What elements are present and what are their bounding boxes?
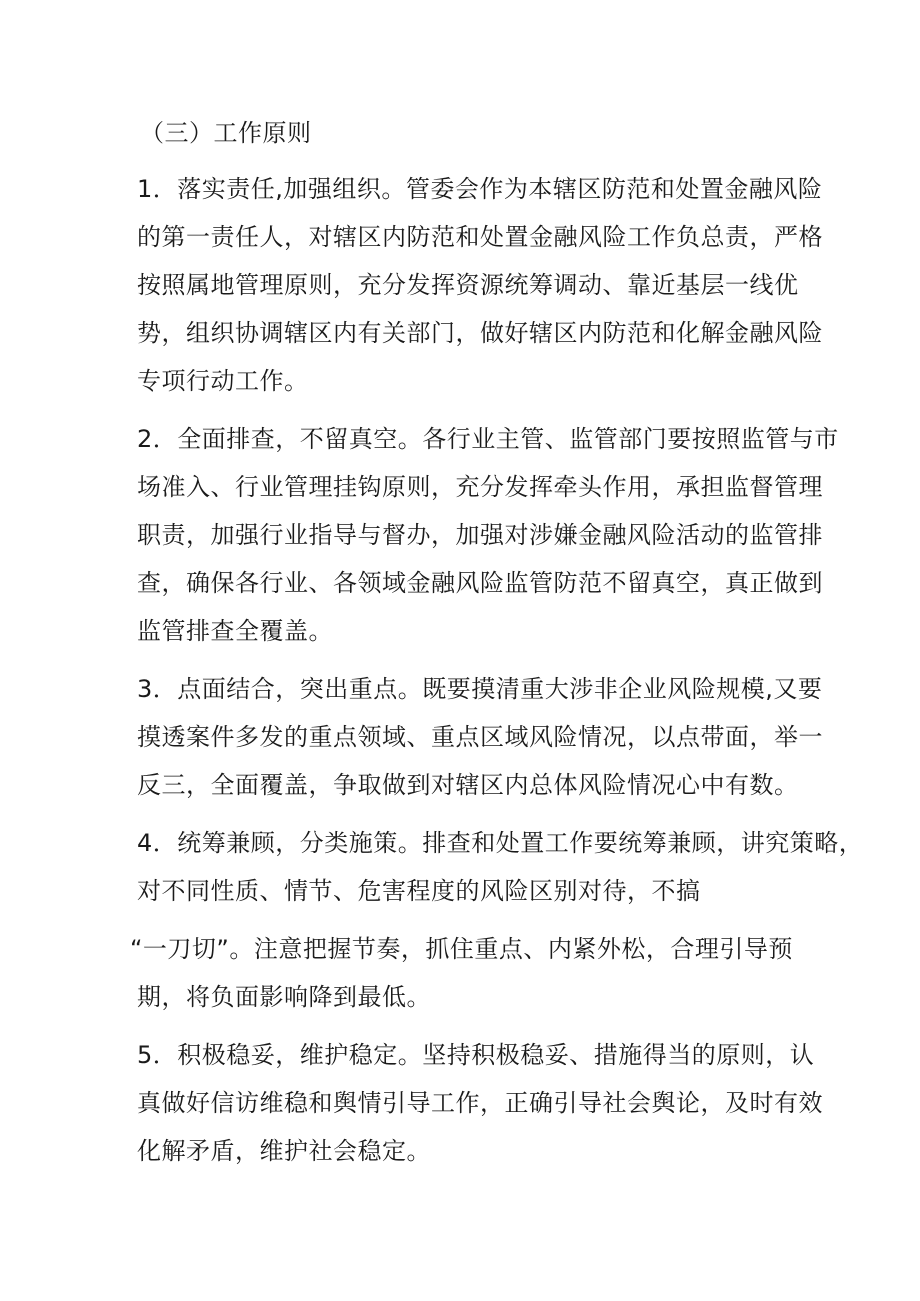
section-heading: （三）工作原则: [140, 119, 312, 147]
paragraph-2-line-1: 2．全面排查，不留真空。各行业主管、监管部门要按照监管与市: [137, 425, 839, 453]
paragraph-5-line-1: 5．积极稳妥，维护稳定。坚持积极稳妥、措施得当的原则，认: [137, 1041, 815, 1069]
paragraph-4-line-2: 对不同性质、情节、危害程度的风险区别对待，不搞: [137, 877, 701, 905]
paragraph-2-line-2: 场准入、行业管理挂钩原则，充分发挥牵头作用，承担监督管理: [137, 473, 823, 501]
paragraph-1-line-2: 的第一责任人，对辖区内防范和处置金融风险工作负总责，严格: [137, 223, 823, 251]
paragraph-2-line-4: 查，确保各行业、各领域金融风险监管防范不留真空，真正做到: [137, 569, 823, 597]
paragraph-4-line-3: “一刀切”。注意把握节奏，抓住重点、内紧外松，合理引导预: [130, 935, 793, 963]
paragraph-3-line-2: 摸透案件多发的重点领域、重点区域风险情况，以点带面，举一: [137, 723, 823, 751]
paragraph-3-line-3: 反三，全面覆盖，争取做到对辖区内总体风险情况心中有数。: [137, 771, 799, 799]
paragraph-2-line-3: 职责，加强行业指导与督办，加强对涉嫌金融风险活动的监管排: [137, 521, 823, 549]
paragraph-3-line-1: 3．点面结合，突出重点。既要摸清重大涉非企业风险规模,又要: [137, 675, 823, 703]
paragraph-1-line-1: 1．落实责任,加强组织。管委会作为本辖区防范和处置金融风险: [137, 175, 823, 203]
paragraph-1-line-4: 势，组织协调辖区内有关部门，做好辖区内防范和化解金融风险: [137, 319, 823, 347]
paragraph-4-line-4: 期，将负面影响降到最低。: [137, 983, 431, 1011]
paragraph-4-line-1: 4．统筹兼顾，分类施策。排查和处置工作要统筹兼顾，讲究策略，: [137, 829, 864, 857]
paragraph-5-line-2: 真做好信访维稳和舆情引导工作，正确引导社会舆论，及时有效: [137, 1089, 823, 1117]
paragraph-1-line-3: 按照属地管理原则，充分发挥资源统筹调动、靠近基层一线优: [137, 271, 799, 299]
paragraph-1-line-5: 专项行动工作。: [137, 367, 309, 395]
paragraph-5-line-3: 化解矛盾，维护社会稳定。: [137, 1137, 431, 1165]
paragraph-2-line-5: 监管排查全覆盖。: [137, 617, 333, 645]
